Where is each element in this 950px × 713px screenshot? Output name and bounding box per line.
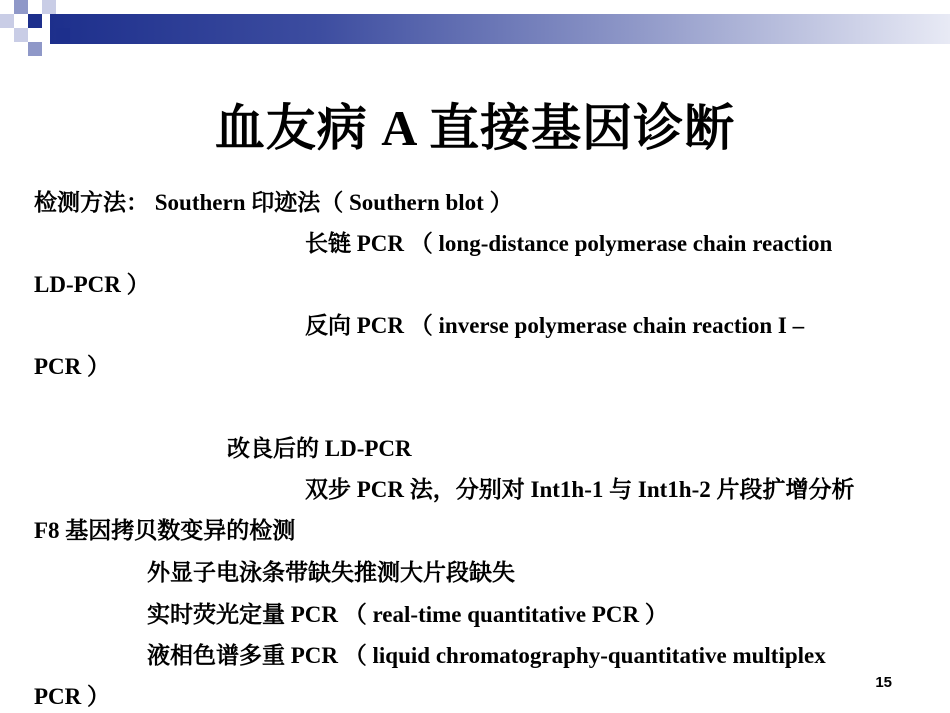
body-line-lc-multiplex-pcr-cont: PCR ） <box>34 684 111 709</box>
body-line-inverse-pcr-cont: PCR ） <box>34 354 111 379</box>
body-line-ld-pcr-cont: LD-PCR ） <box>34 272 150 297</box>
slide-title: 血友病 A 直接基因诊断 <box>214 100 736 156</box>
body-line-realtime-pcr: 实时荧光定量 PCR （ real-time quantitative PCR ） <box>147 602 668 627</box>
body-line-lc-multiplex-pcr: 液相色谱多重 PCR （ liquid chromatography-quantitative multiplex <box>147 643 826 668</box>
decor-square <box>42 0 56 14</box>
body-line-inverse-pcr: 反向 PCR （ inverse polymerase chain reaction I – <box>305 313 805 338</box>
decor-square <box>14 0 28 14</box>
decor-square <box>56 28 70 42</box>
decor-square <box>28 42 42 56</box>
body-line-f8-cnv: F8 基因拷贝数变异的检测 <box>34 518 296 543</box>
page-number: 15 <box>875 674 892 691</box>
decor-square <box>14 28 28 42</box>
decor-square <box>0 14 14 28</box>
decorative-header <box>0 0 950 60</box>
body-line-ld-pcr: 长链 PCR （ long-distance polymerase chain reaction <box>305 231 833 256</box>
body-line-improved-ld-pcr: 改良后的 LD-PCR <box>227 436 412 461</box>
header-gradient-band <box>50 14 950 44</box>
body-line-two-step-pcr: 双步 PCR 法，分别对 Int1h-1 与 Int1h-2 片段扩增分析 <box>305 477 855 502</box>
body-line-detection-methods: 检测方法： Southern 印迹法（ Southern blot ） <box>34 190 513 215</box>
body-line-exon-deletion: 外显子电泳条带缺失推测大片段缺失 <box>147 560 515 585</box>
decor-square <box>28 14 42 28</box>
